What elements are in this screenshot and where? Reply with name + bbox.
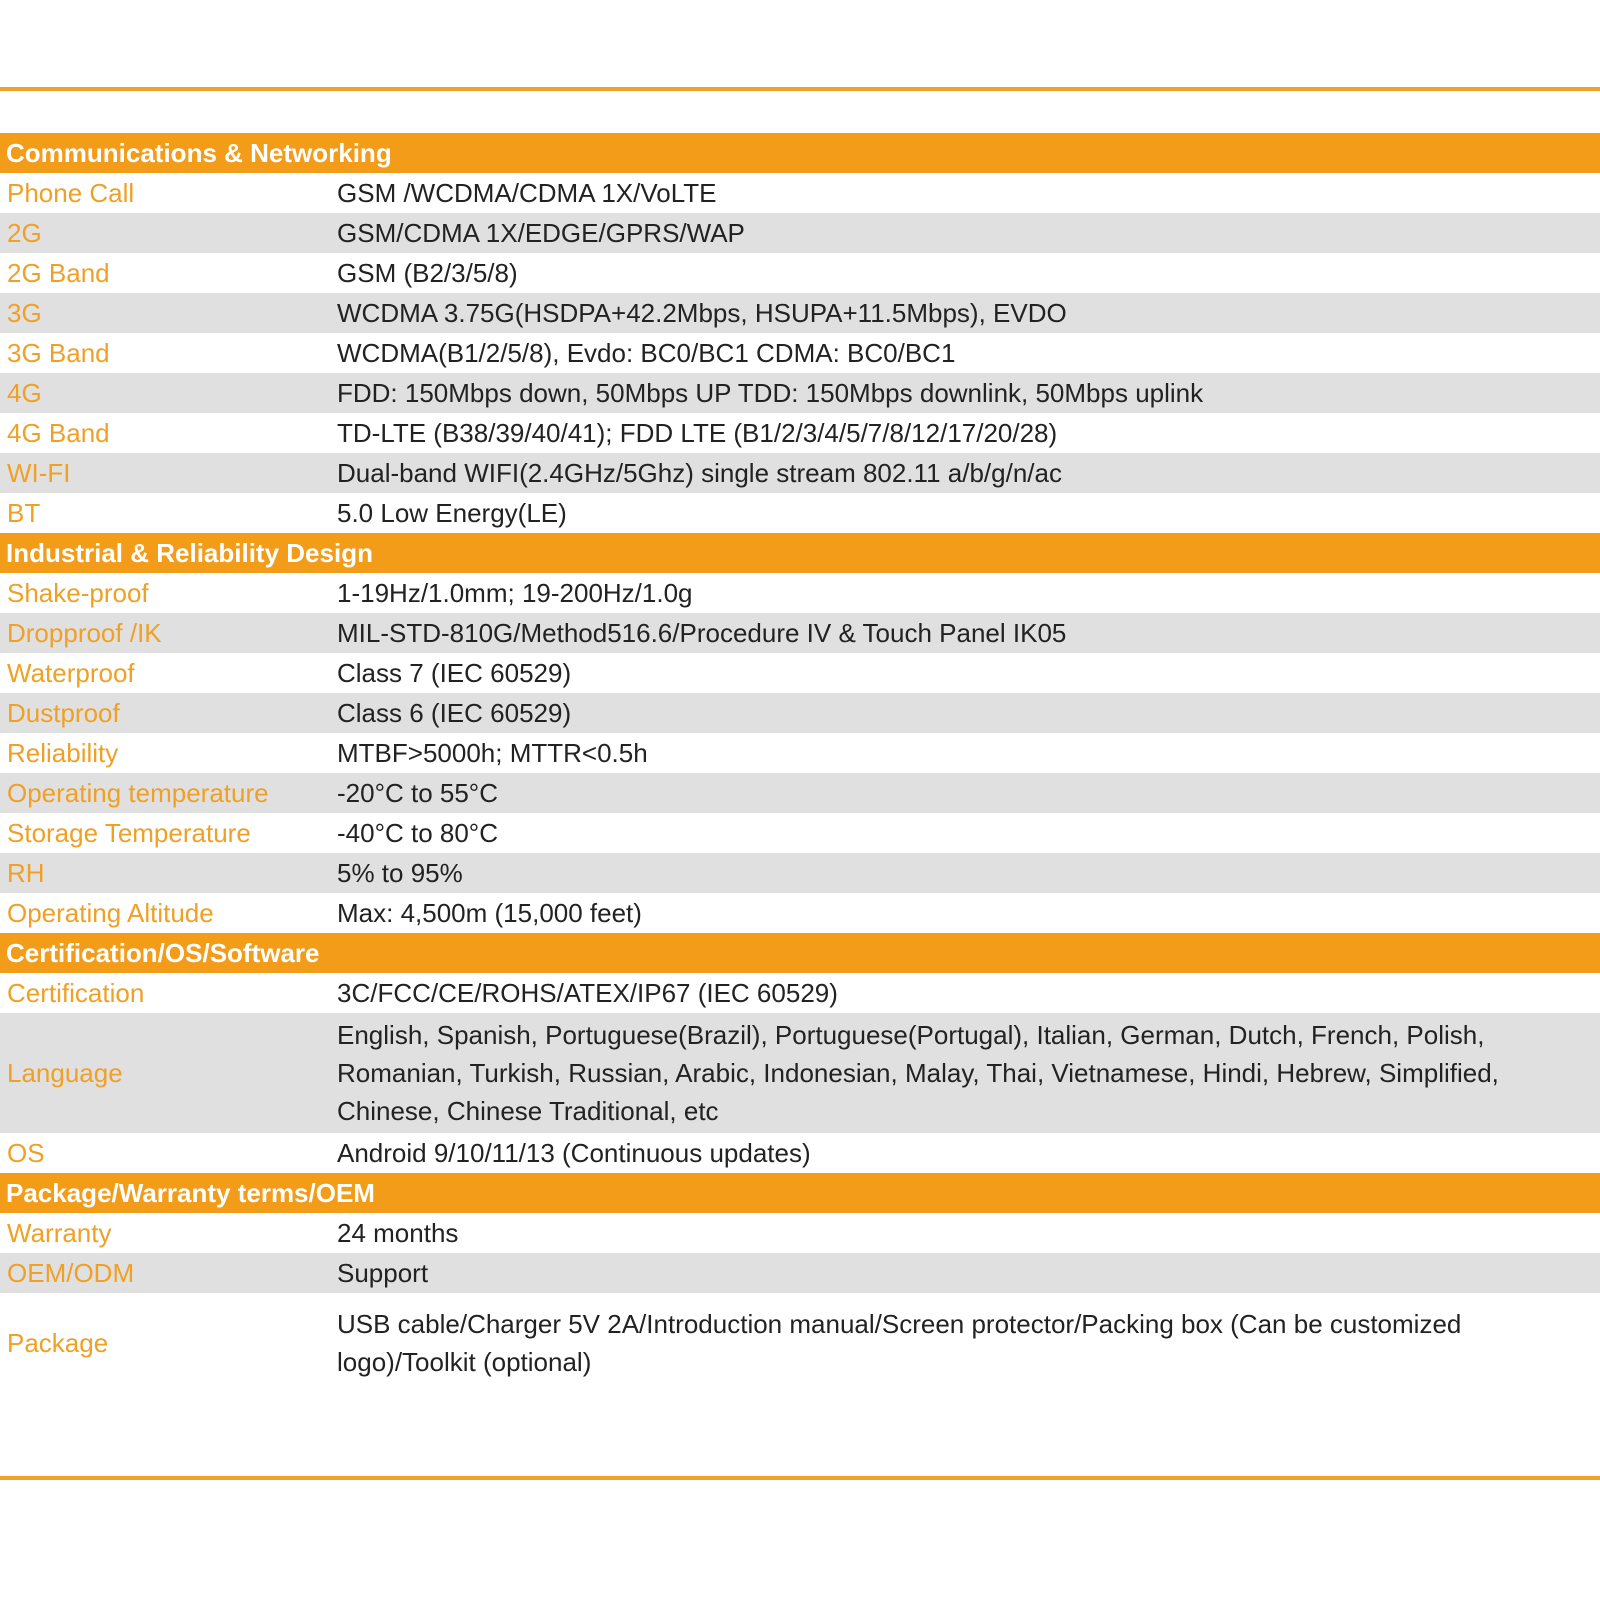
spec-value: 3C/FCC/CE/ROHS/ATEX/IP67 (IEC 60529) [337,978,838,1008]
spec-label: 3G Band [7,337,110,368]
spec-row [0,173,1600,213]
spec-label: Waterproof [7,657,135,688]
spec-label: WI-FI [7,457,71,488]
spec-row [0,733,1600,773]
spec-value: TD-LTE (B38/39/40/41); FDD LTE (B1/2/3/4/5/7/8/12/17/20/28) [337,418,1058,448]
spec-value: Support [337,1258,429,1288]
spec-table [0,133,1600,1393]
spec-value: GSM /WCDMA/CDMA 1X/VoLTE [337,178,717,208]
spec-label: Dropproof /IK [7,617,162,648]
spec-label: Operating temperature [7,777,269,808]
spec-row [0,493,1600,533]
spec-value: -40°C to 80°C [337,818,498,848]
spec-label: 2G Band [7,257,110,288]
spec-label: 3G [7,297,42,328]
spec-value: Class 6 (IEC 60529) [337,698,572,728]
spec-row [0,453,1600,493]
spec-value: 24 months [337,1218,459,1248]
spec-value: Android 9/10/11/13 (Continuous updates) [337,1138,811,1168]
spec-row [0,613,1600,653]
spec-value: USB cable/Charger 5V 2A/Introduction manual/Screen protector/Packing box (Can be customized logo)/Toolkit (optional) [337,1309,1462,1377]
spec-value: FDD: 150Mbps down, 50Mbps UP TDD: 150Mbps downlink, 50Mbps uplink [337,378,1204,408]
spec-row [0,893,1600,933]
spec-row [0,573,1600,613]
spec-label: OEM/ODM [7,1257,135,1288]
spec-value: GSM (B2/3/5/8) [337,258,518,288]
spec-label: OS [7,1137,45,1168]
spec-label: BT [7,497,41,528]
spec-row [0,1213,1600,1253]
spec-row [0,773,1600,813]
spec-row [0,853,1600,893]
spec-row [0,813,1600,853]
spec-label: Operating Altitude [7,897,214,928]
spec-row [0,1293,1600,1393]
spec-label: Phone Call [7,177,135,208]
spec-label: RH [7,857,45,888]
spec-value: MIL-STD-810G/Method516.6/Procedure IV & Touch Panel IK05 [337,618,1067,648]
spec-value: Class 7 (IEC 60529) [337,658,572,688]
spec-label: Dustproof [7,697,120,728]
spec-label: Language [7,1057,123,1088]
spec-value: WCDMA 3.75G(HSDPA+42.2Mbps, HSUPA+11.5Mbps), EVDO [337,298,1067,328]
spec-row [0,253,1600,293]
spec-row [0,213,1600,253]
spec-label: Package [7,1327,109,1358]
spec-value: Dual-band WIFI(2.4GHz/5Ghz) single stream 802.11 a/b/g/n/ac [337,458,1062,488]
spec-value: 5.0 Low Energy(LE) [337,498,567,528]
spec-label: Warranty [7,1217,112,1248]
top-divider [0,87,1600,91]
section-header: Industrial & Reliability Design [0,533,1600,573]
spec-value: 1-19Hz/1.0mm; 19-200Hz/1.0g [337,578,693,608]
spec-label: 2G [7,217,42,248]
spec-label: Storage Temperature [7,817,251,848]
spec-label: Shake-proof [7,577,149,608]
section-header: Certification/OS/Software [0,933,1600,973]
spec-value: MTBF>5000h; MTTR<0.5h [337,738,648,768]
spec-row [0,1133,1600,1173]
spec-row [0,373,1600,413]
spec-value: WCDMA(B1/2/5/8), Evdo: BC0/BC1 CDMA: BC0/BC1 [337,338,956,368]
spec-value: Max: 4,500m (15,000 feet) [337,898,642,928]
spec-label: Reliability [7,737,119,768]
spec-label: Certification [7,977,145,1008]
spec-value: 5% to 95% [337,858,463,888]
spec-row [0,653,1600,693]
spec-label: 4G Band [7,417,110,448]
spec-row [0,973,1600,1013]
section-header: Communications & Networking [0,133,1600,173]
spec-row [0,1253,1600,1293]
spec-row [0,333,1600,373]
bottom-divider [0,1476,1600,1480]
spec-value: GSM/CDMA 1X/EDGE/GPRS/WAP [337,218,745,248]
spec-row [0,413,1600,453]
spec-value: English, Spanish, Portuguese(Brazil), Portuguese(Portugal), Italian, German, Dutch, French, Polish, Romanian, Turkish, Russian, Arabic, Indonesian, Malay, Thai, Vietnamese, Hindi, Hebrew, Simplified, Chinese, Chinese Traditional, etc [337,1020,1499,1126]
spec-label: 4G [7,377,42,408]
spec-value: -20°C to 55°C [337,778,498,808]
spec-row [0,1013,1600,1133]
spec-row [0,693,1600,733]
spec-row [0,293,1600,333]
section-header: Package/Warranty terms/OEM [0,1173,1600,1213]
